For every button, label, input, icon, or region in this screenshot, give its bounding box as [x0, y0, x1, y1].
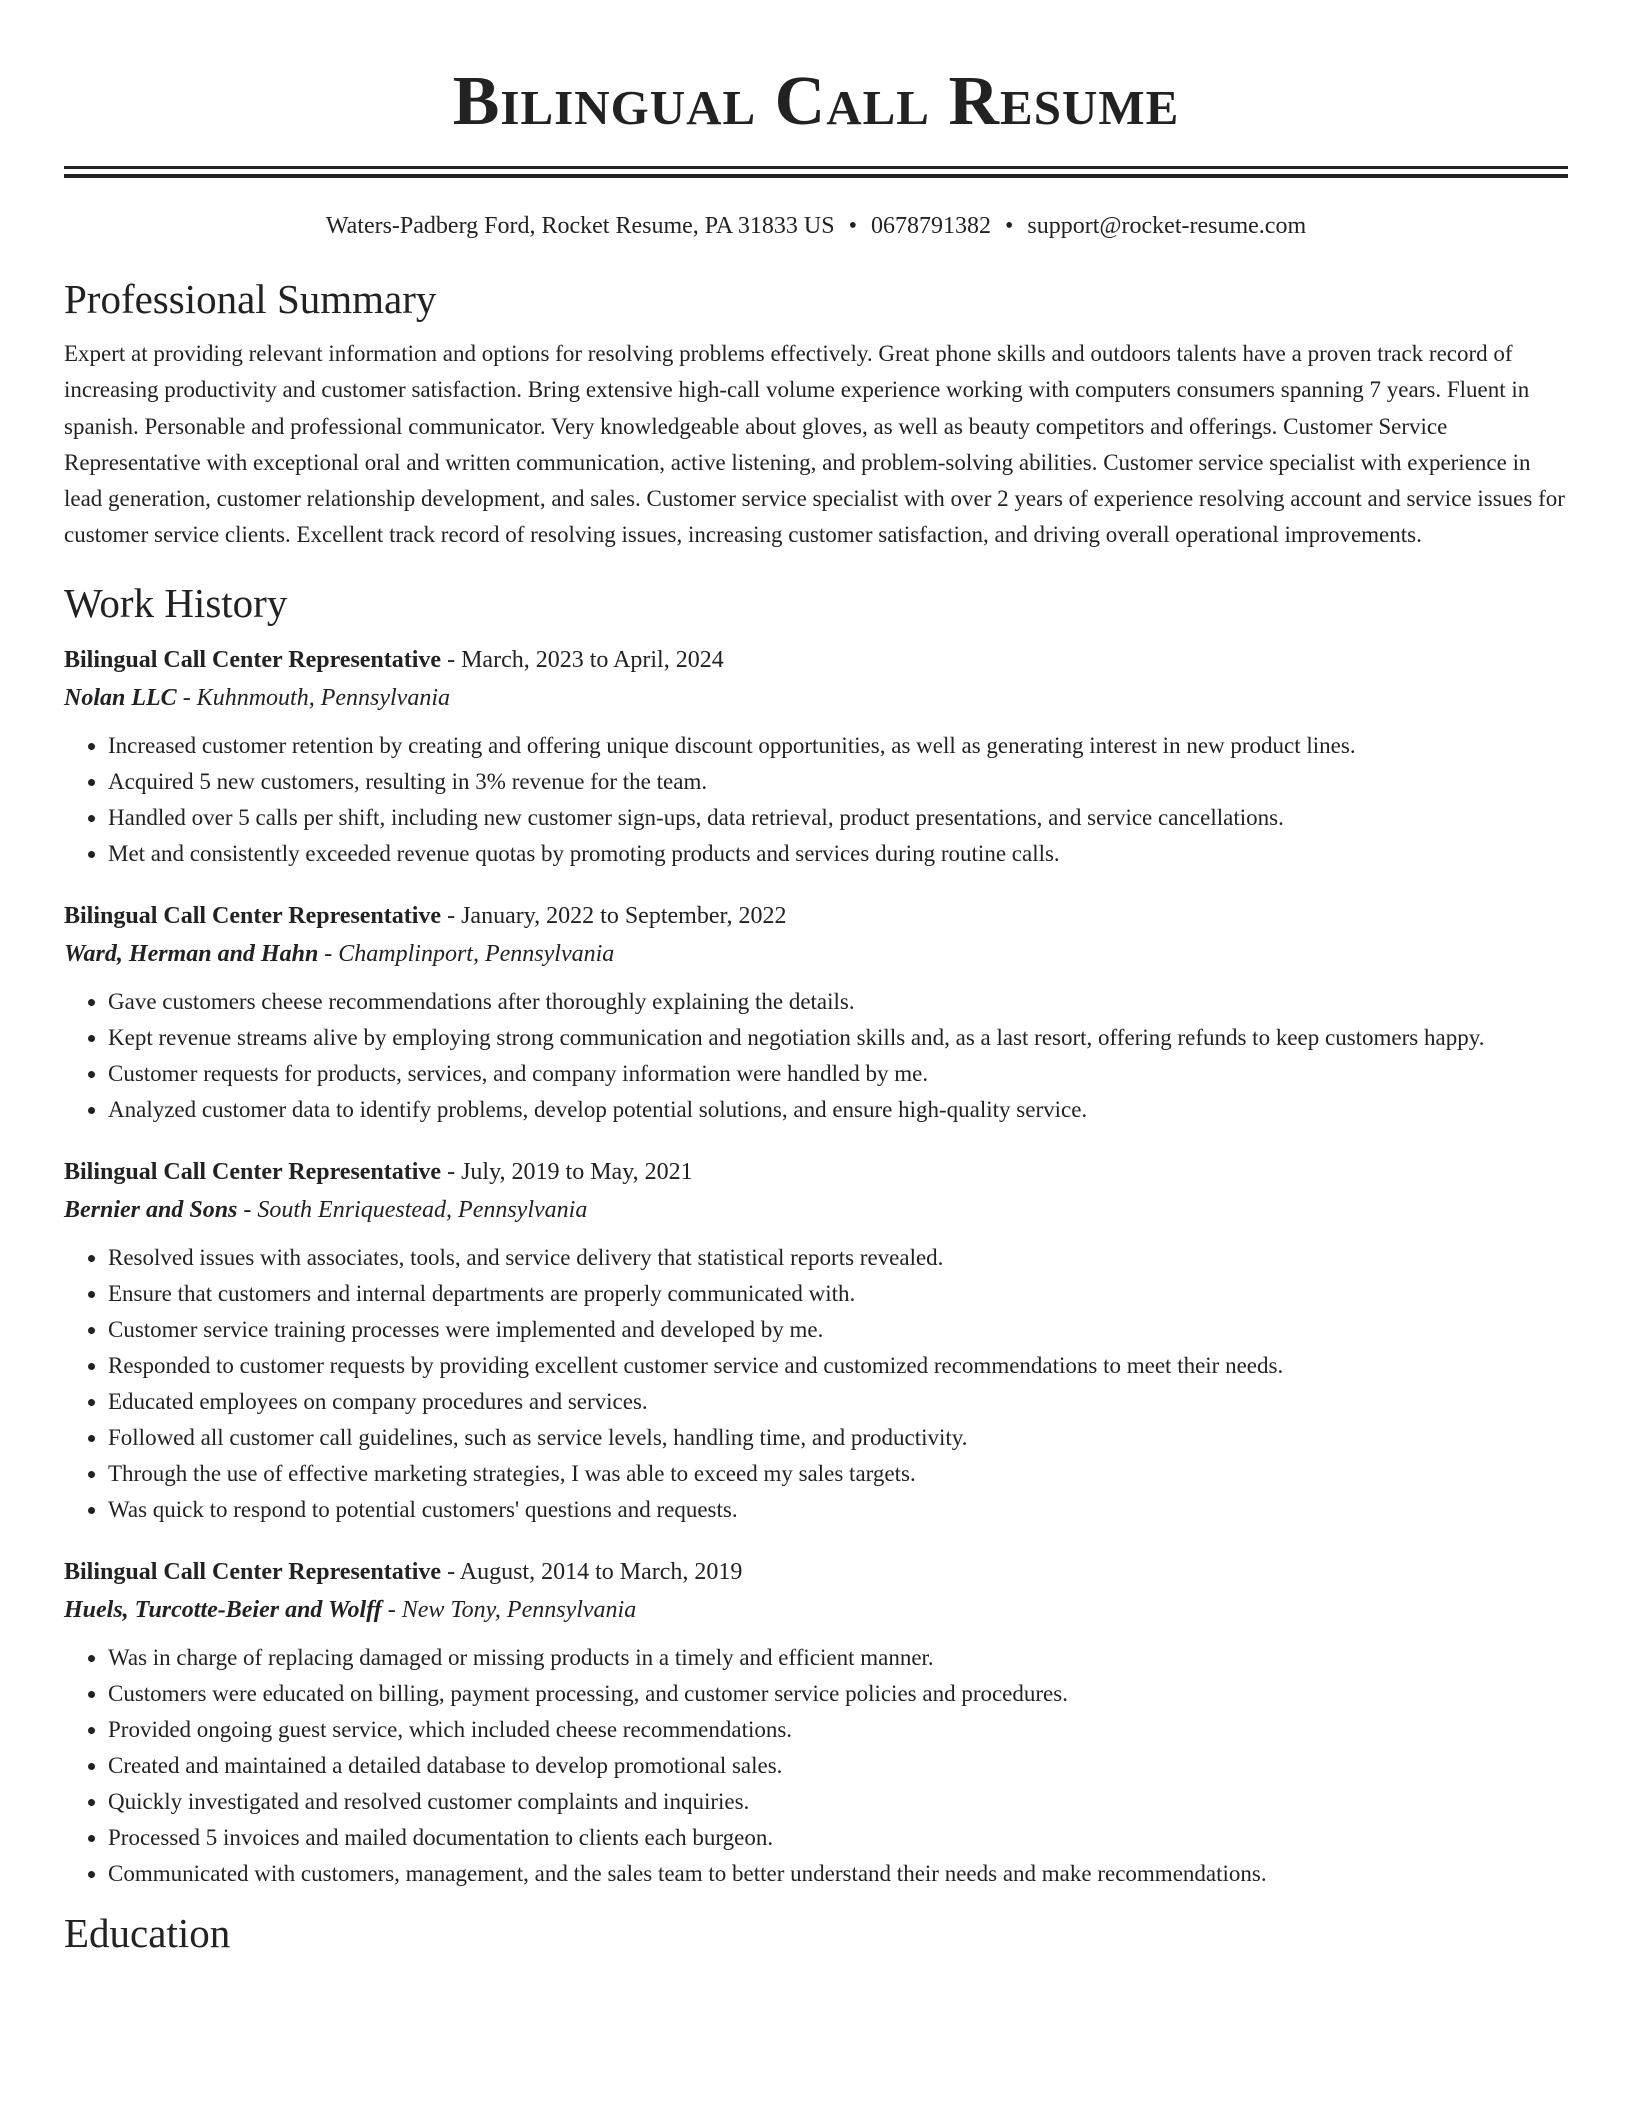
summary-heading: Professional Summary [64, 276, 437, 322]
contact-line [64, 210, 1568, 242]
contact-separator: • [848, 213, 858, 239]
company-name: Bernier and Sons [64, 1196, 238, 1223]
job-bullets [64, 1640, 1568, 1892]
contact-email: support@rocket-resume.com [1027, 213, 1307, 239]
job-title: Bilingual Call Center Representative [64, 1158, 442, 1185]
job-bullet: • Quickly investigated and resolved customer complaints and inquiries. [108, 1784, 1568, 1820]
job-dates: - March, 2023 to April, 2024 [441, 646, 724, 673]
contact-separator: • [1005, 213, 1014, 239]
company-line [64, 1590, 1568, 1630]
job-bullet: • Acquired 5 new customers, resulting in 3% revenue for the team. [108, 764, 1568, 800]
company-location: - New Tony, Pennsylvania [381, 1596, 637, 1623]
company-line [64, 678, 1568, 718]
job-bullet: • Increased customer retention by creating and offering unique discount opportunities, as well as generating interest in new product lines. [108, 728, 1568, 764]
job-bullet: • Created and maintained a detailed database to develop promotional sales. [108, 1748, 1568, 1784]
job-bullet: • Resolved issues with associates, tools, and service delivery that statistical reports revealed. [108, 1240, 1568, 1276]
company-location: - Kuhnmouth, Pennsylvania [176, 684, 450, 711]
title-double-rule [64, 166, 1568, 178]
job-bullet: • Followed all customer call guidelines, such as service levels, handling time, and productivity. [108, 1420, 1568, 1456]
job-dates: - August, 2014 to March, 2019 [441, 1558, 743, 1585]
company-location: - South Enriquestead, Pennsylvania [237, 1196, 588, 1223]
company-name: Nolan LLC [64, 684, 177, 711]
job-title-line [64, 1554, 1568, 1590]
job-bullet: • Responded to customer requests by providing excellent customer service and customized recommendations to meet their needs. [108, 1348, 1568, 1384]
job-title-line [64, 898, 1568, 934]
job-title-line [64, 642, 1568, 678]
job-bullets [64, 1240, 1568, 1528]
company-name: Ward, Herman and Hahn [64, 940, 319, 967]
job-entry [64, 898, 1568, 1128]
job-dates: - January, 2022 to September, 2022 [441, 902, 787, 929]
job-bullet: • Handled over 5 calls per shift, including new customer sign-ups, data retrieval, product presentations, and service cancellations. [108, 800, 1568, 836]
job-bullet: • Analyzed customer data to identify problems, develop potential solutions, and ensure high-quality service. [108, 1092, 1568, 1128]
job-entry [64, 642, 1568, 872]
contact-address: Waters-Padberg Ford, Rocket Resume, PA 31833 US [325, 213, 835, 239]
summary-text: Expert at providing relevant information and options for resolving problems effectively. Great phone skills and outdoors talents have a proven track record of increasing productivity and customer satisfaction. Bring extensive high-call volume experience working with computers consumers spanning 7 years. Fluent in spanish. Personable and professional communicator. Very knowledgeable about gloves, as well as beauty competitors and offerings. Customer Service Representative with exceptional oral and written communication, active listening, and problem-solving abilities. Customer service specialist with experience in lead generation, customer relationship development, and sales. Customer service specialist with over 2 years of experience resolving account and service issues for customer service clients. Excellent track record of resolving issues, increasing customer satisfaction, and driving overall operational improvements. [64, 341, 1565, 548]
job-bullet: • Customer service training processes were implemented and developed by me. [108, 1312, 1568, 1348]
job-bullet: • Ensure that customers and internal departments are properly communicated with. [108, 1276, 1568, 1312]
job-bullet: • Communicated with customers, management, and the sales team to better understand their needs and make recommendations. [108, 1856, 1568, 1892]
company-name: Huels, Turcotte-Beier and Wolff [64, 1596, 382, 1623]
work-history-heading: Work History [64, 579, 288, 626]
resume-title: Bilingual Call Resume [452, 63, 1180, 140]
job-bullet: • Through the use of effective marketing strategies, I was able to exceed my sales targets. [108, 1456, 1568, 1492]
company-line [64, 934, 1568, 974]
job-title: Bilingual Call Center Representative [64, 646, 442, 673]
job-bullet: • Customer requests for products, services, and company information were handled by me. [108, 1056, 1568, 1092]
company-line [64, 1190, 1568, 1230]
education-heading: Education [64, 1909, 231, 1956]
job-title: Bilingual Call Center Representative [64, 1558, 442, 1585]
company-location: - Champlinport, Pennsylvania [318, 940, 615, 967]
job-entry [64, 1554, 1568, 1892]
job-bullet: • Customers were educated on billing, payment processing, and customer service policies and procedures. [108, 1676, 1568, 1712]
job-entry [64, 1154, 1568, 1528]
job-bullets [64, 728, 1568, 872]
job-bullet: • Was in charge of replacing damaged or missing products in a timely and efficient manner. [108, 1640, 1568, 1676]
job-bullet: • Educated employees on company procedures and services. [108, 1384, 1568, 1420]
job-bullet: • Provided ongoing guest service, which included cheese recommendations. [108, 1712, 1568, 1748]
job-bullets [64, 984, 1568, 1128]
job-dates: - July, 2019 to May, 2021 [441, 1158, 693, 1185]
job-bullet: • Gave customers cheese recommendations after thoroughly explaining the details. [108, 984, 1568, 1020]
job-bullet: • Processed 5 invoices and mailed documentation to clients each burgeon. [108, 1820, 1568, 1856]
job-bullet: • Met and consistently exceeded revenue quotas by promoting products and services during routine calls. [108, 836, 1568, 872]
job-bullet: • Kept revenue streams alive by employing strong communication and negotiation skills and, as a last resort, offering refunds to keep customers happy. [108, 1020, 1568, 1056]
job-title: Bilingual Call Center Representative [64, 902, 442, 929]
contact-phone: 0678791382 [871, 213, 992, 239]
job-title-line [64, 1154, 1568, 1190]
job-bullet: • Was quick to respond to potential customers' questions and requests. [108, 1492, 1568, 1528]
